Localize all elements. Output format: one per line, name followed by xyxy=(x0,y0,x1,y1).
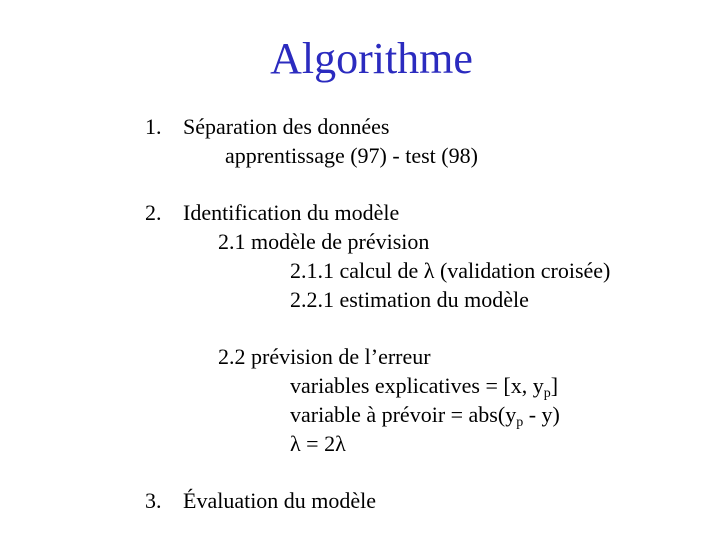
step-1-label: Séparation des données xyxy=(183,114,390,139)
step-2-label: Identification du modèle xyxy=(183,200,400,225)
variables-explicatives-prefix: variables explicatives = [x, y xyxy=(290,373,544,398)
variable-a-prevoir-subscript: p xyxy=(516,415,524,430)
step-2-1-1: 2.1.1 calcul de λ (validation croisée) xyxy=(290,258,611,283)
step-3-number: 3. xyxy=(145,488,162,513)
step-1 xyxy=(145,114,390,140)
step-2 xyxy=(145,200,399,226)
step-2-2-1: 2.2.1 estimation du modèle xyxy=(290,287,529,312)
variables-explicatives xyxy=(290,373,558,399)
variable-a-prevoir-prefix: variable à prévoir = abs(y xyxy=(290,402,517,427)
step-2-number: 2. xyxy=(145,200,162,225)
variables-explicatives-suffix: ] xyxy=(550,373,559,398)
slide-title: Algorithme xyxy=(270,34,473,83)
step-3-label: Évaluation du modèle xyxy=(183,488,377,513)
variable-a-prevoir-suffix: - y) xyxy=(523,402,560,427)
step-3 xyxy=(145,488,376,514)
step-1-detail: apprentissage (97) - test (98) xyxy=(225,143,478,168)
lambda-equation: λ = 2λ xyxy=(290,431,346,456)
variable-a-prevoir xyxy=(290,402,560,428)
step-2-2-label: 2.2 prévision de l’erreur xyxy=(218,344,431,369)
step-2-1-label: 2.1 modèle de prévision xyxy=(218,229,430,254)
variables-explicatives-subscript: p xyxy=(543,386,551,401)
step-1-number: 1. xyxy=(145,114,162,139)
